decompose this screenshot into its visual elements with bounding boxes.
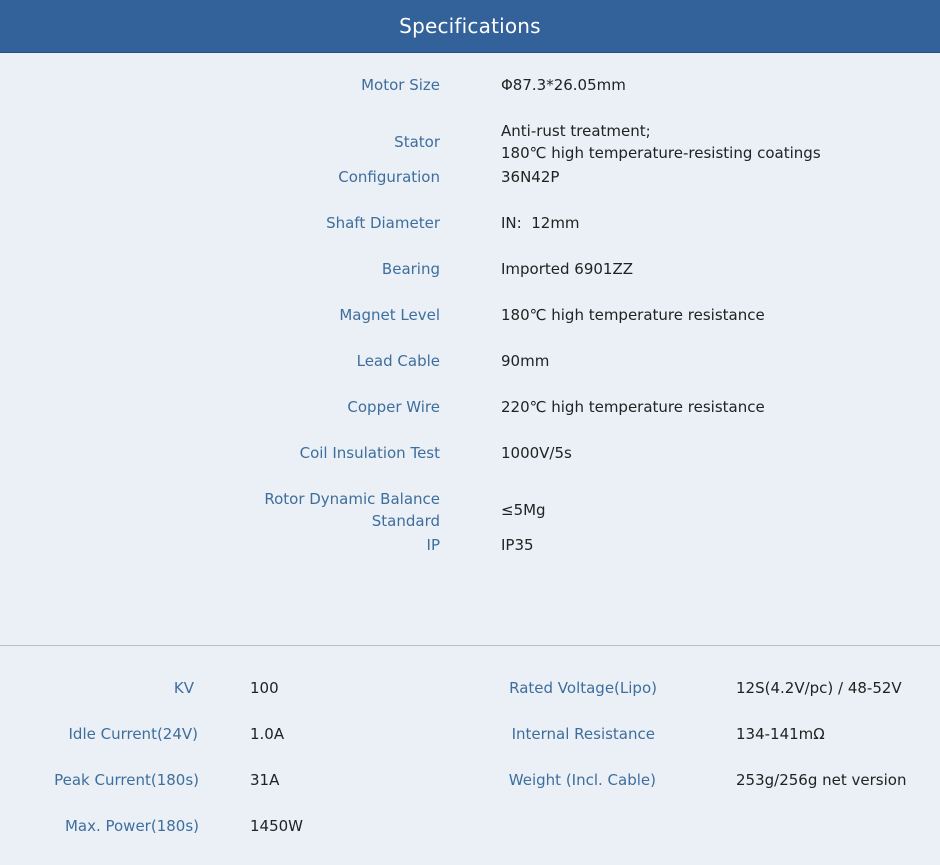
- param-row-peak-current: [0, 768, 470, 792]
- param-value: 1.0A: [250, 725, 285, 743]
- param-value: 12S(4.2V/pc) / 48-52V: [736, 679, 902, 697]
- spec-label: Motor Size: [361, 76, 440, 94]
- spec-value: 36N42P: [501, 168, 560, 186]
- spec-label: Copper Wire: [347, 398, 440, 416]
- spec-value: Φ87.3*26.05mm: [501, 76, 626, 94]
- spec-label: Magnet Level: [339, 306, 440, 324]
- param-value: 31A: [250, 771, 280, 789]
- param-value: 100: [250, 679, 279, 697]
- param-label: Max. Power(180s): [64, 817, 199, 835]
- spec-label: Stator: [394, 133, 440, 151]
- spec-label: Configuration: [338, 168, 440, 186]
- spec-value: 220℃ high temperature resistance: [501, 398, 765, 416]
- spec-label: Shaft Diameter: [326, 214, 440, 232]
- section-divider: [0, 645, 940, 646]
- param-label: Weight (Incl. Cable): [508, 771, 656, 789]
- spec-value: Imported 6901ZZ: [501, 260, 634, 278]
- param-value: 134-141mΩ: [736, 725, 825, 743]
- param-label: Internal Resistance: [511, 725, 655, 743]
- param-label: Peak Current(180s): [54, 771, 199, 789]
- spec-label: Coil Insulation Test: [299, 444, 440, 462]
- spec-value-line: Anti-rust treatment;: [501, 122, 651, 140]
- spec-value: 180℃ high temperature resistance: [501, 306, 765, 324]
- spec-label: Bearing: [381, 260, 440, 278]
- param-label: KV: [173, 679, 194, 697]
- param-label: Rated Voltage(Lipo): [509, 679, 657, 697]
- param-row-max-power: [0, 814, 470, 838]
- spec-value-line: 180℃ high temperature-resisting coatings: [501, 144, 821, 162]
- param-row-idle-current: [0, 722, 470, 746]
- param-value: 253g/256g net version: [736, 771, 907, 789]
- spec-label-line: Rotor Dynamic Balance: [264, 490, 440, 508]
- param-row-internal-resistance: [470, 722, 940, 746]
- spec-value: 90mm: [501, 352, 550, 370]
- spec-value: IN: 12mm: [501, 214, 580, 232]
- param-row-rated-voltage: [470, 676, 940, 700]
- spec-label: Lead Cable: [356, 352, 440, 370]
- page-title: Specifications: [399, 14, 541, 38]
- param-label: Idle Current(24V): [68, 725, 198, 743]
- spec-value: IP35: [501, 536, 534, 554]
- param-row-weight: [470, 768, 940, 792]
- spec-value: 1000V/5s: [501, 444, 572, 462]
- spec-label: IP: [426, 536, 440, 554]
- specifications-header: [0, 0, 940, 53]
- spec-label-line: Standard: [371, 512, 440, 530]
- spec-value: ≤5Mg: [501, 501, 546, 519]
- param-row-kv: [0, 676, 470, 700]
- param-value: 1450W: [250, 817, 304, 835]
